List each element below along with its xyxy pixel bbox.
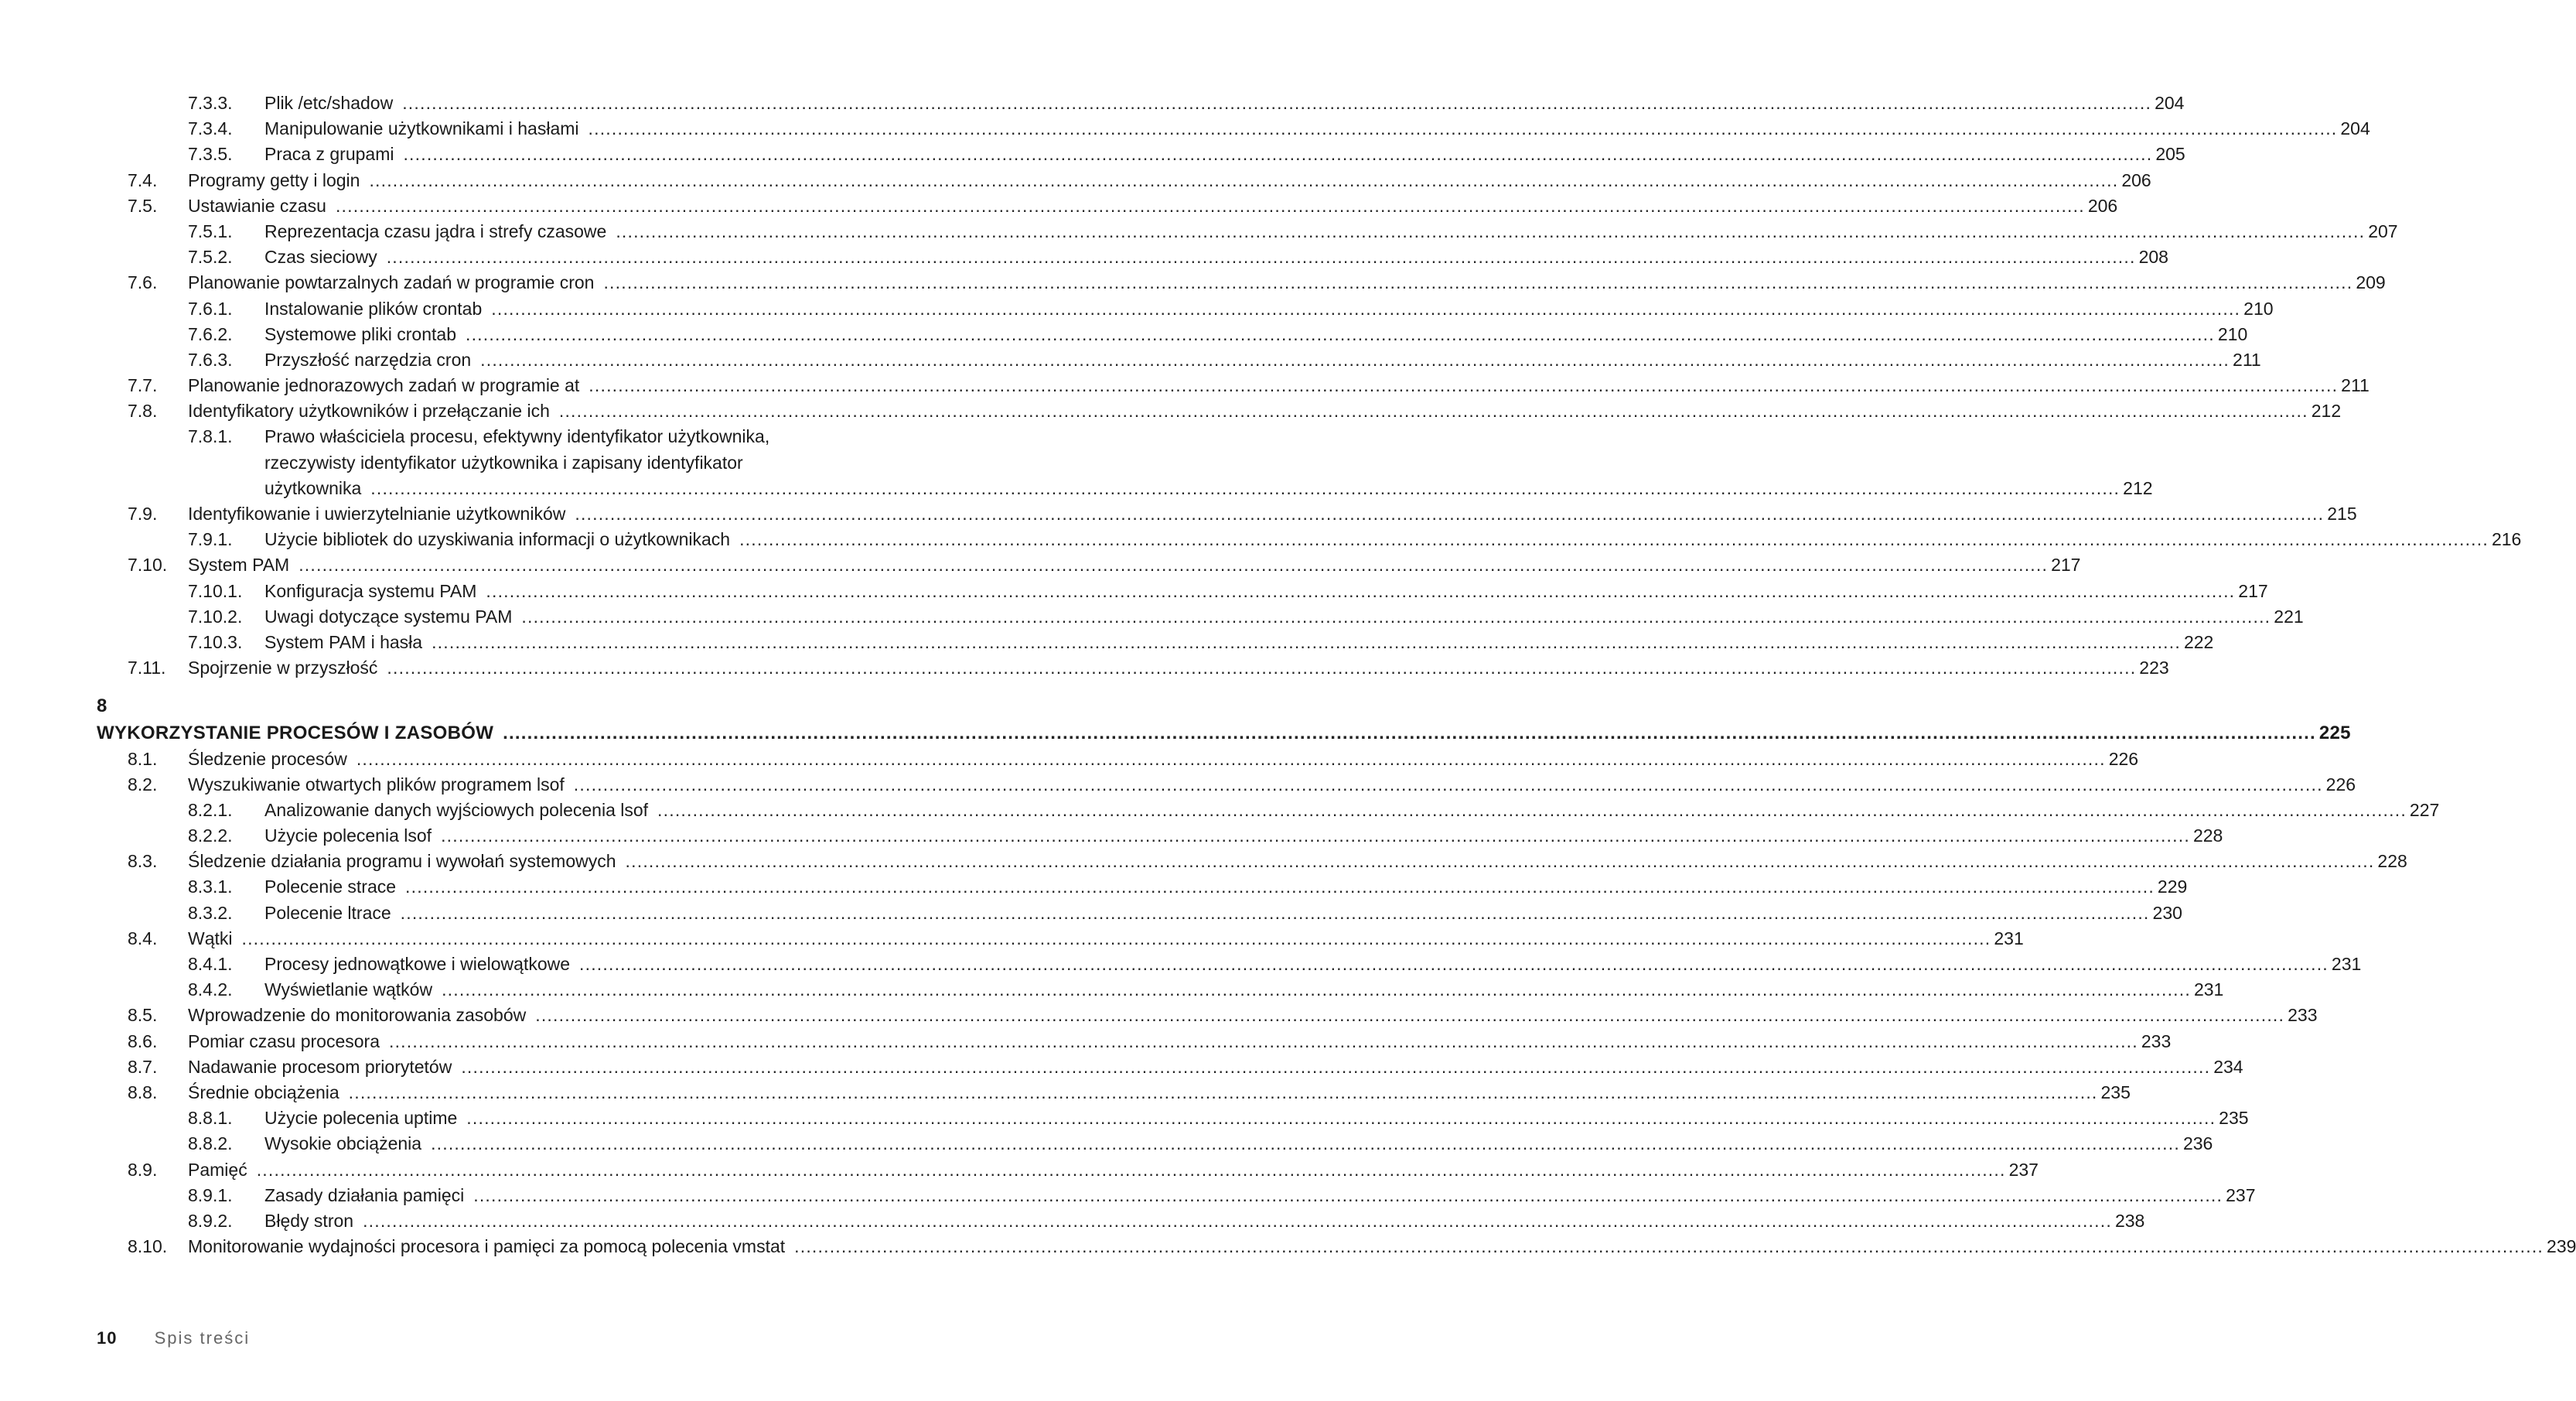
toc-entry — [97, 476, 2153, 501]
toc-entry-number: 7.9.1. — [188, 529, 233, 550]
toc-entry — [97, 747, 2139, 772]
toc-entry — [97, 977, 2224, 1003]
toc-entry-page: 231 — [1994, 928, 2024, 948]
toc-entry-leader: .......................................................................................................................................................................................................................................................................................................... — [535, 1005, 2285, 1026]
toc-entry-page: 235 — [2100, 1082, 2131, 1102]
toc-entry-leader: .......................................................................................................................................................................................................................................................................................................... — [461, 1056, 2211, 1077]
toc-entry-number: 7.6.3. — [188, 349, 233, 370]
toc-entry-page: 230 — [2152, 902, 2182, 923]
toc-entry-title: Polecenie strace — [264, 876, 397, 897]
toc-entry-title: Średnie obciążenia — [188, 1082, 339, 1102]
toc-entry-title: Nadawanie procesom priorytetów — [188, 1056, 452, 1077]
toc-entry — [97, 900, 2182, 926]
toc-entry-page: 227 — [2409, 799, 2440, 820]
toc-entry-title: Śledzenie działania programu i wywołań systemowych — [188, 851, 616, 872]
toc-entry-title: Pamięć — [188, 1159, 247, 1180]
toc-entry-title: Błędy stron — [264, 1210, 354, 1231]
chapter-title: WYKORZYSTANIE PROCESÓW I ZASOBÓW — [97, 723, 494, 744]
toc-entry-number: 8.5. — [128, 1005, 158, 1026]
toc-entry-page: 206 — [2087, 195, 2118, 216]
toc-entry-number: 7.3.5. — [188, 144, 233, 165]
toc-entry-page: 229 — [2157, 876, 2188, 897]
toc-entry-title: Użycie bibliotek do uzyskiwania informacji o użytkownikach — [264, 529, 731, 550]
toc-entry — [97, 849, 2407, 874]
toc-entry-leader: .......................................................................................................................................................................................................................................................................................................... — [794, 1236, 2544, 1257]
chapter-page: 225 — [2318, 723, 2351, 744]
toc-entry-page: 210 — [2217, 323, 2248, 344]
toc-entry-page: 211 — [2341, 375, 2370, 396]
toc-entry — [97, 91, 2185, 116]
toc-entry — [97, 1183, 2256, 1208]
toc-entry — [97, 219, 2398, 244]
toc-entry-title: Użycie polecenia uptime — [264, 1108, 458, 1129]
toc-entry-page: 222 — [2183, 631, 2214, 652]
toc-entry-title: Pomiar czasu procesora — [188, 1030, 380, 1051]
toc-entry-title: Użycie polecenia lsof — [264, 825, 432, 846]
toc-entry-number: 8.4. — [128, 928, 158, 948]
toc-entry-number: 7.10.3. — [188, 631, 243, 652]
toc-entry-number: 7.3.4. — [188, 118, 233, 139]
toc-entry-number: 7.4. — [128, 169, 158, 190]
toc-entry-page: 228 — [2377, 851, 2407, 872]
toc-entry-leader: .......................................................................................................................................................................................................................................................................................................... — [657, 799, 2407, 820]
toc-entry-title: Ustawianie czasu — [188, 195, 326, 216]
toc-entry-page: 237 — [2008, 1159, 2039, 1180]
toc-entry — [97, 1131, 2213, 1157]
toc-entry — [97, 772, 2356, 798]
toc-entry-title: Systemowe pliki crontab — [264, 323, 456, 344]
toc-entry — [97, 193, 2118, 219]
toc-entry-title: System PAM — [188, 555, 290, 576]
toc-entry-title: Zasady działania pamięci — [264, 1184, 465, 1205]
toc-entry-leader: .......................................................................................................................................................................................................................................................................................................... — [369, 169, 2119, 190]
toc-entry — [97, 1080, 2131, 1105]
toc-entry-title: Wątki — [188, 928, 233, 948]
footer-section-title: Spis treści — [154, 1328, 251, 1348]
toc-entry-number: 7.3.3. — [188, 93, 233, 113]
page-footer — [97, 1327, 250, 1350]
toc-entry-number: 8.4.1. — [188, 954, 233, 974]
toc-entry-title: Plik /etc/shadow — [264, 93, 394, 113]
toc-entry-title: Identyfikowanie i uwierzytelnianie użytkowników — [188, 504, 566, 524]
toc-entry-title: Reprezentacja czasu jądra i strefy czasowe — [264, 220, 607, 241]
toc-entry-title: Konfiguracja systemu PAM — [264, 580, 477, 601]
toc-entry — [97, 1234, 2576, 1259]
toc-entry-title: Przyszłość narzędzia cron — [264, 349, 472, 370]
toc-entry-leader: .......................................................................................................................................................................................................................................................................................................... — [241, 928, 1991, 948]
toc-entry-title: Wprowadzenie do monitorowania zasobów — [188, 1005, 527, 1026]
toc-entry-title: rzeczywisty identyfikator użytkownika i zapisany identyfikator — [264, 452, 743, 473]
toc-entry-page: 217 — [2238, 580, 2268, 601]
toc-entry-page: 226 — [2325, 774, 2356, 794]
chapter-number: 8 — [97, 695, 107, 717]
toc-entry-title: Wysokie obciążenia — [264, 1133, 422, 1154]
toc-entry-page: 210 — [2243, 298, 2274, 319]
toc-entry-page: 235 — [2219, 1108, 2249, 1129]
toc-entry-leader: .......................................................................................................................................................................................................................................................................................................... — [558, 401, 2308, 422]
toc-entry-leader: .......................................................................................................................................................................................................................................................................................................... — [466, 1108, 2216, 1129]
toc-entry-leader: .......................................................................................................................................................................................................................................................................................................... — [348, 1082, 2098, 1102]
toc-entry-page: 211 — [2233, 349, 2261, 370]
toc-entry-leader: .......................................................................................................................................................................................................................................................................................................... — [387, 658, 2137, 678]
toc-entry — [97, 798, 2440, 823]
toc-entry-number: 8.9.1. — [188, 1184, 233, 1205]
toc-entry-number: 7.7. — [128, 375, 158, 396]
toc-entry-page: 223 — [2139, 658, 2169, 678]
toc-entry-page: 212 — [2123, 477, 2153, 498]
toc-entry — [97, 347, 2261, 373]
toc-entry-title: Spojrzenie w przyszłość — [188, 658, 378, 678]
toc-entry — [97, 952, 2362, 977]
toc-entry-leader: .......................................................................................................................................................................................................................................................................................................... — [466, 323, 2215, 344]
toc-entry — [97, 168, 2151, 193]
toc-entry-leader: .......................................................................................................................................................................................................................................................................................................... — [625, 851, 2375, 872]
chapter-leader: .......................................................................................................................................................................................................................................................................................................... — [503, 723, 2316, 744]
toc-entry — [97, 296, 2274, 322]
toc-entry-number: 8.3.1. — [188, 876, 233, 897]
toc-entry-page: 238 — [2114, 1210, 2145, 1231]
toc-entry — [97, 1208, 2145, 1234]
toc-entry-leader: .......................................................................................................................................................................................................................................................................................................... — [575, 504, 2325, 524]
toc-entry-leader: .......................................................................................................................................................................................................................................................................................................... — [491, 298, 2241, 319]
toc-entry-page: 216 — [2491, 529, 2522, 550]
toc-entry-number: 8.6. — [128, 1030, 158, 1051]
toc-entry — [97, 874, 2188, 900]
toc-entry-number: 7.5.2. — [188, 247, 233, 268]
toc-entry-title: Analizowanie danych wyjściowych polecenia lsof — [264, 799, 649, 820]
toc-entry — [97, 527, 2522, 552]
toc-entry-leader: .......................................................................................................................................................................................................................................................................................................... — [603, 272, 2353, 293]
toc-entry — [97, 823, 2223, 849]
toc-entry-page: 231 — [2331, 954, 2362, 974]
toc-entry — [97, 1003, 2318, 1028]
toc-entry-number: 7.6.2. — [188, 323, 233, 344]
toc-entry-page: 205 — [2155, 144, 2185, 165]
toc-entry — [97, 322, 2248, 347]
toc-entry-leader: .......................................................................................................................................................................................................................................................................................................... — [579, 954, 2329, 974]
toc-entry-number: 8.8.1. — [188, 1108, 233, 1129]
toc-entry-title: Programy getty i login — [188, 169, 360, 190]
toc-entry — [97, 244, 2168, 270]
toc-entry-leader: .......................................................................................................................................................................................................................................................................................................... — [473, 1184, 2223, 1205]
toc-entry-leader: .......................................................................................................................................................................................................................................................................................................... — [521, 606, 2271, 627]
toc-entry-page: 217 — [2051, 555, 2081, 576]
toc-entry-number: 7.10.1. — [188, 580, 243, 601]
toc-entry-number: 8.4.2. — [188, 979, 233, 1000]
toc-entry-number: 7.8.1. — [188, 426, 233, 447]
toc-entry-title: użytkownika — [264, 477, 362, 498]
toc-entry-page: 226 — [2108, 748, 2139, 769]
toc-entry-number: 8.3.2. — [188, 902, 233, 923]
toc-entry — [97, 1105, 2249, 1131]
toc-entry-leader: .......................................................................................................................................................................................................................................................................................................... — [389, 1030, 2138, 1051]
toc-entry — [97, 142, 2185, 167]
toc-entry-number: 7.5. — [128, 195, 158, 216]
toc-entry-page: 239 — [2547, 1236, 2576, 1257]
toc-entry-number: 8.2.1. — [188, 799, 233, 820]
toc-entry-leader: .......................................................................................................................................................................................................................................................................................................... — [486, 580, 2236, 601]
toc-entry-title: Polecenie ltrace — [264, 902, 391, 923]
toc-entry-title: Uwagi dotyczące systemu PAM — [264, 606, 513, 627]
toc-entry-page: 206 — [2121, 169, 2151, 190]
toc-entry-leader: .......................................................................................................................................................................................................................................................................................................... — [335, 195, 2085, 216]
toc-entry-page: 208 — [2138, 247, 2168, 268]
toc-entry-leader: .......................................................................................................................................................................................................................................................................................................... — [256, 1159, 2006, 1180]
toc-entry-leader: .......................................................................................................................................................................................................................................................................................................... — [400, 902, 2150, 923]
toc-entry-leader: .......................................................................................................................................................................................................................................................................................................... — [589, 375, 2339, 396]
toc-entry-title: Identyfikatory użytkowników i przełączanie ich — [188, 401, 550, 422]
toc-entry-leader: .......................................................................................................................................................................................................................................................................................................... — [405, 876, 2155, 897]
toc-entry-number: 7.10.2. — [188, 606, 243, 627]
toc-entry-number: 8.8.2. — [188, 1133, 233, 1154]
toc-entry-page: 207 — [2368, 220, 2398, 241]
toc-entry-title: System PAM i hasła — [264, 631, 423, 652]
toc-entry-leader: .......................................................................................................................................................................................................................................................................................................... — [441, 825, 2190, 846]
toc-entry — [97, 450, 924, 476]
toc-entry-title: Monitorowanie wydajności procesora i pamięci za pomocą polecenia vmstat — [188, 1236, 786, 1257]
toc-entry — [97, 552, 2081, 578]
toc-entry-number: 8.2. — [128, 774, 158, 794]
toc-entry-leader: .......................................................................................................................................................................................................................................................................................................... — [403, 144, 2153, 165]
toc-entry-leader: .......................................................................................................................................................................................................................................................................................................... — [299, 555, 2049, 576]
toc-entry-page: 237 — [2226, 1184, 2256, 1205]
toc-entry — [97, 1029, 2172, 1054]
toc-entry-number: 8.8. — [128, 1082, 158, 1102]
toc-entry-page: 233 — [2288, 1005, 2318, 1026]
toc-entry — [97, 604, 2304, 630]
toc-entry-page: 215 — [2327, 504, 2357, 524]
toc-entry-leader: .......................................................................................................................................................................................................................................................................................................... — [573, 774, 2323, 794]
toc-entry — [97, 1054, 2243, 1080]
toc-entry-leader: .......................................................................................................................................................................................................................................................................................................... — [431, 1133, 2180, 1154]
toc-entry-title: Śledzenie procesów — [188, 748, 347, 769]
toc-entry-number: 8.7. — [128, 1056, 158, 1077]
toc-entry-leader: .......................................................................................................................................................................................................................................................................................................... — [588, 118, 2338, 139]
toc-entry — [97, 501, 2357, 527]
footer-page-number: 10 — [97, 1328, 118, 1348]
toc-entry-number: 8.1. — [128, 748, 158, 769]
toc-entry-leader: .......................................................................................................................................................................................................................................................................................................... — [739, 529, 2489, 550]
toc-entry-number: 7.5.1. — [188, 220, 233, 241]
toc-entry-leader: .......................................................................................................................................................................................................................................................................................................... — [442, 979, 2191, 1000]
toc-entry — [97, 926, 2024, 952]
toc-entry — [97, 1157, 2039, 1183]
toc-entry — [97, 630, 2214, 655]
toc-entry-number: 8.2.2. — [188, 825, 233, 846]
toc-entry — [97, 270, 2386, 296]
toc-entry-page: 209 — [2356, 272, 2386, 293]
chapter-heading — [97, 720, 2351, 746]
toc-entry — [97, 579, 2268, 604]
toc-entry-number: 7.9. — [128, 504, 158, 524]
toc-entries-chapter-7 — [97, 91, 2522, 681]
toc-entry-title: Planowanie powtarzalnych zadań w programie cron — [188, 272, 595, 293]
toc-entry-number: 7.6.1. — [188, 298, 233, 319]
toc-entry-title: Procesy jednowątkowe i wielowątkowe — [264, 954, 571, 974]
toc-entry-number: 7.11. — [128, 658, 166, 678]
toc-entry — [97, 398, 2342, 424]
toc-entry-title: Praca z grupami — [264, 144, 394, 165]
toc-entry-leader: .......................................................................................................................................................................................................................................................................................................... — [370, 477, 2121, 498]
toc-entry-title: Czas sieciowy — [264, 247, 377, 268]
toc-entry-page: 233 — [2141, 1030, 2172, 1051]
toc-entry-leader: .......................................................................................................................................................................................................................................................................................................... — [363, 1210, 2112, 1231]
toc-entries-chapter-8 — [97, 747, 2576, 1260]
toc-entry — [97, 424, 924, 449]
toc-entry-page: 204 — [2155, 93, 2185, 113]
toc-entry-number: 7.6. — [128, 272, 158, 293]
toc-entry-leader: .......................................................................................................................................................................................................................................................................................................... — [402, 93, 2152, 113]
toc-entry-title: Planowanie jednorazowych zadań w programie at — [188, 375, 580, 396]
toc-entry-title: Prawo właściciela procesu, efektywny identyfikator użytkownika, — [264, 426, 770, 447]
toc-entry-number: 7.10. — [128, 555, 168, 576]
toc-entry-page: 228 — [2192, 825, 2223, 846]
toc-entry-page: 231 — [2193, 979, 2224, 1000]
toc-entry-title: Manipulowanie użytkownikami i hasłami — [264, 118, 579, 139]
toc-entry-page: 221 — [2274, 606, 2304, 627]
toc-entry — [97, 116, 2370, 142]
toc-entry-leader: .......................................................................................................................................................................................................................................................................................................... — [480, 349, 2230, 370]
toc-entry-page: 236 — [2182, 1133, 2213, 1154]
toc-entry-number: 8.3. — [128, 851, 158, 872]
toc-entry-page: 204 — [2340, 118, 2370, 139]
toc-entry-number: 8.10. — [128, 1236, 168, 1257]
toc-entry-title: Wyszukiwanie otwartych plików programem lsof — [188, 774, 565, 794]
toc-entry — [97, 655, 2169, 681]
toc-entry-leader: .......................................................................................................................................................................................................................................................................................................... — [616, 220, 2366, 241]
toc-entry-number: 8.9. — [128, 1159, 158, 1180]
toc-entry-leader: .......................................................................................................................................................................................................................................................................................................... — [432, 631, 2181, 652]
toc-entry-title: Wyświetlanie wątków — [264, 979, 433, 1000]
toc-entry-leader: .......................................................................................................................................................................................................................................................................................................... — [386, 247, 2136, 268]
toc-entry-page: 212 — [2311, 401, 2342, 422]
toc-entry — [97, 373, 2370, 398]
table-of-contents — [97, 91, 2576, 1259]
toc-entry-title: Instalowanie plików crontab — [264, 298, 483, 319]
toc-entry-number: 7.8. — [128, 401, 158, 422]
toc-entry-number: 8.9.2. — [188, 1210, 233, 1231]
toc-entry-page: 234 — [2213, 1056, 2243, 1077]
toc-entry-leader: .......................................................................................................................................................................................................................................................................................................... — [356, 748, 2106, 769]
